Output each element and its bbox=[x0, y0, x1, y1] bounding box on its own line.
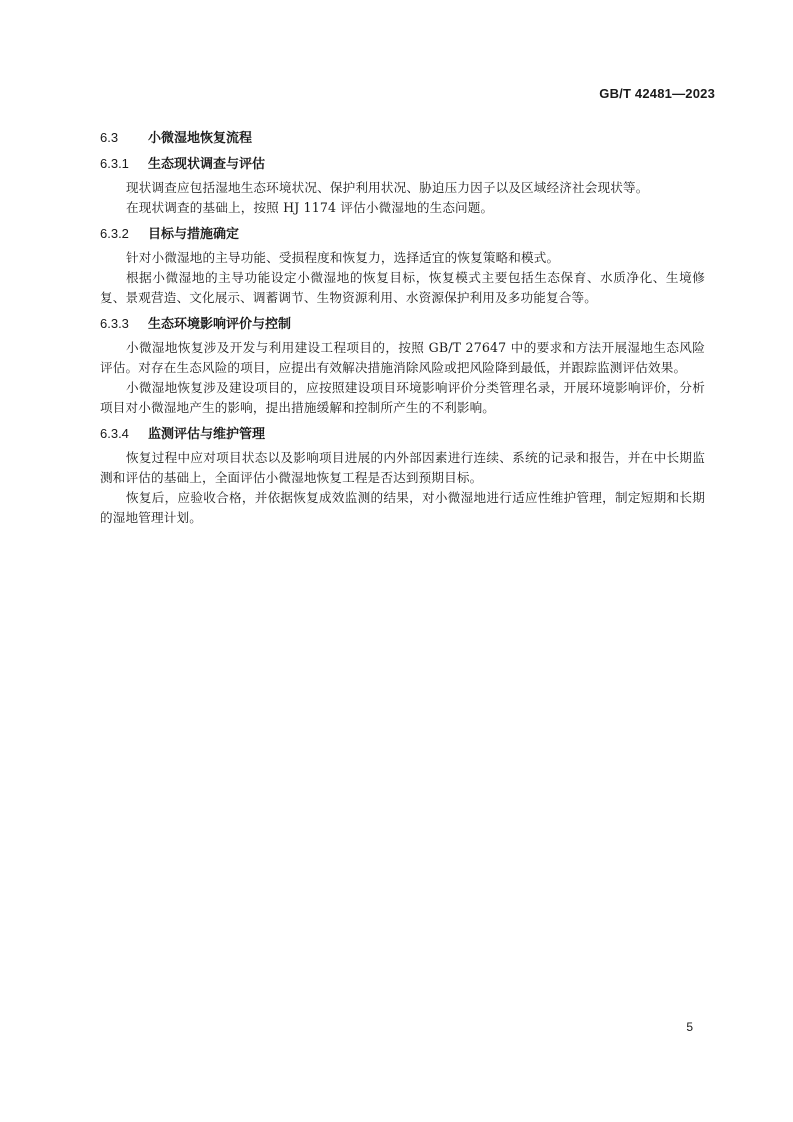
subsection-heading bbox=[100, 224, 705, 244]
paragraph: 针对小微湿地的主导功能、受损程度和恢复力，选择适宜的恢复策略和模式。 bbox=[126, 250, 560, 265]
standard-code: GB/T 42481—2023 bbox=[599, 86, 715, 101]
document-body bbox=[100, 128, 705, 534]
paragraph: 现状调查应包括湿地生态环境状况、保护利用状况、胁迫压力因子以及区域经济社会现状等。 bbox=[126, 180, 649, 195]
subsection-title: 生态环境影响评价与控制 bbox=[148, 316, 292, 331]
subsection-title: 目标与措施确定 bbox=[148, 226, 240, 241]
subsection-title: 生态现状调查与评估 bbox=[148, 156, 266, 171]
subsection-number: 6.3.2 bbox=[100, 226, 129, 241]
subsection-heading bbox=[100, 154, 705, 174]
subsection-number: 6.3.1 bbox=[100, 156, 129, 171]
section-number: 6.3 bbox=[100, 130, 119, 145]
subsection-6-3-1 bbox=[100, 154, 705, 218]
paragraph: 恢复后，应验收合格，并依据恢复成效监测的结果，对小微湿地进行适应性维护管理，制定短期和长期的湿地管理计划。 bbox=[100, 490, 705, 525]
paragraph: 小微湿地恢复涉及建设项目的，应按照建设项目环境影响评价分类管理名录，开展环境影响评价，分析项目对小微湿地产生的影响，提出措施缓解和控制所产生的不利影响。 bbox=[100, 380, 705, 415]
paragraph: 在现状调查的基础上，按照 HJ 1174 评估小微湿地的生态问题。 bbox=[126, 200, 494, 215]
subsection-number: 6.3.4 bbox=[100, 426, 129, 441]
subsection-heading bbox=[100, 424, 705, 444]
paragraph: 根据小微湿地的主导功能设定小微湿地的恢复目标，恢复模式主要包括生态保育、水质净化、生境修复、景观营造、文化展示、调蓄调节、生物资源利用、水资源保护利用及多功能复合等。 bbox=[100, 270, 705, 305]
page-number: 5 bbox=[686, 1020, 693, 1034]
subsection-heading bbox=[100, 314, 705, 334]
subsection-6-3-3 bbox=[100, 314, 705, 418]
subsection-number: 6.3.3 bbox=[100, 316, 129, 331]
subsection-6-3-2 bbox=[100, 224, 705, 308]
section-heading-6-3 bbox=[100, 128, 705, 148]
paragraph: 恢复过程中应对项目状态以及影响项目进展的内外部因素进行连续、系统的记录和报告，并在中长期监测和评估的基础上，全面评估小微湿地恢复工程是否达到预期目标。 bbox=[100, 450, 705, 485]
subsection-title: 监测评估与维护管理 bbox=[148, 426, 266, 441]
section-title: 小微湿地恢复流程 bbox=[148, 130, 253, 145]
paragraph: 小微湿地恢复涉及开发与利用建设工程项目的，按照 GB/T 27647 中的要求和方法开展湿地生态风险评估。对存在生态风险的项目，应提出有效解决措施消除风险或把风险降到最低，并跟踪监测评估效果。 bbox=[100, 340, 705, 375]
subsection-6-3-4 bbox=[100, 424, 705, 528]
